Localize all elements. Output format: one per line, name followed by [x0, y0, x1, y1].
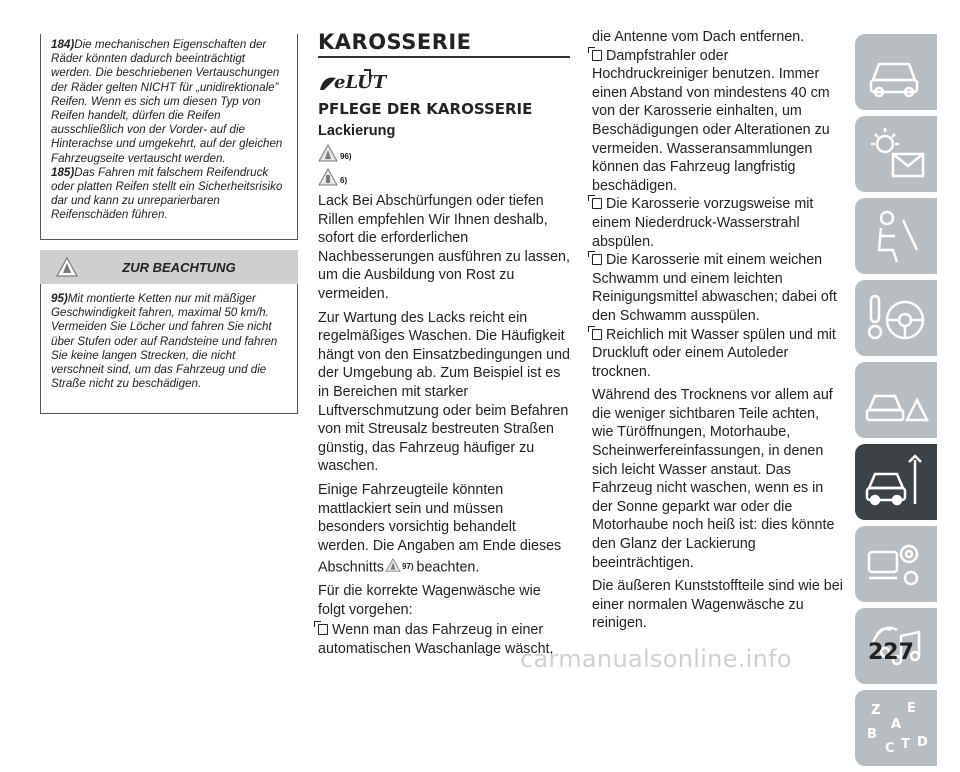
caution-ref-6 — [318, 167, 570, 187]
heading-rule — [318, 56, 570, 58]
road-warning-icon — [56, 257, 78, 277]
page-number: 227 — [868, 640, 914, 665]
tab-emergency[interactable] — [855, 362, 937, 438]
subsection-heading: Lackierung — [318, 123, 396, 139]
svg-text:D: D — [917, 735, 928, 750]
warning-ref-96 — [318, 143, 570, 163]
note-184 — [51, 38, 289, 166]
watermark: carmanualsonline.info — [520, 645, 792, 673]
bullet-icon — [592, 254, 602, 265]
bullet-text: Die Karosserie mit einem weichen Schwamm und einem leichten Reinigungsmittel abwaschen; dabei oft den Schwamm ausspülen. — [592, 252, 837, 324]
paragraph-text: beachten. — [416, 559, 480, 576]
svg-text:T: T — [901, 737, 910, 752]
paragraph: Während des Trocknens vor allem auf die weniger sichtbaren Teile achten, wie Türöffnungen, Motorhaube, Scheinwerfereinfassungen, in denen sich leicht Wasser anstaut. Das Fahrzeug nicht waschen, wenn es in der Sonne geparkt war oder die Motorhaube noch heiß ist: dies könnte den Glanz der Lackierung beeinträchtigen. — [592, 387, 835, 571]
paragraph: Lack Bei Abschürfungen oder tiefen Rillen empfehlen Wir Ihnen deshalb, sofort die erforderlichen Nachbesserungen ausführen zu lassen, um die Ausbildung von Rost zu vermeiden. — [318, 193, 570, 302]
gears-specs-icon — [863, 534, 929, 594]
svg-text:Z: Z — [871, 703, 881, 718]
paragraph-text: Einige Fahrzeugteile könnten mattlackiert sein und müssen besonders vorsichtig behandelt werden. Die Angaben am Ende dieses Abschnitts — [318, 481, 562, 576]
key-steering-wheel-icon — [863, 288, 929, 348]
tab-index[interactable] — [855, 690, 937, 766]
warning-title: ZUR BEACHTUNG — [122, 259, 236, 275]
warning-header — [40, 250, 298, 284]
paragraph — [318, 481, 570, 577]
bullet-icon — [592, 50, 602, 61]
bullet-icon — [592, 329, 602, 340]
tab-warning-lights[interactable] — [855, 116, 937, 192]
bullet-item — [592, 47, 844, 196]
bullet-text: Die Karosserie vorzugsweise mit einem Niederdruck-Wasserstrahl abspülen. — [592, 196, 814, 250]
bullet-item — [592, 326, 844, 382]
bullet-item — [592, 251, 844, 325]
paragraph: die Antenne vom Dach entfernen. — [592, 29, 805, 45]
notes-box-bottom — [40, 284, 298, 414]
warning-lights-icon — [863, 124, 929, 184]
tab-dashboard[interactable] — [855, 34, 937, 110]
note-number: 95) — [51, 292, 68, 305]
svg-text:C: C — [885, 741, 895, 756]
warning-ref-97 — [384, 555, 417, 574]
road-warning-icon — [384, 558, 402, 572]
bullet-text: Reichlich mit Wasser spülen und mit Druckluft oder einem Autoleder trocknen. — [592, 326, 836, 380]
bullet-icon — [318, 624, 328, 635]
bullet-icon — [592, 198, 602, 209]
bullet-text: Dampfstrahler oder Hochdruckreiniger benutzen. Immer einen Abstand von mindestens 40 cm von der Karosserie einhalten, um Beschädigungen oder Alterationen zu vermeiden. Wasseransammlungen können das Fahrzeug langfristig beschädigen. — [592, 47, 830, 194]
paragraph: Die äußeren Kunststoffteile sind wie bei einer normalen Wagenwäsche zu reinigen. — [592, 578, 843, 632]
tab-safety[interactable] — [855, 198, 937, 274]
tab-technical-data[interactable] — [855, 526, 937, 602]
eco-leaf-icon — [318, 66, 387, 93]
note-95 — [51, 292, 289, 391]
road-warning-icon — [318, 144, 338, 162]
ref-number: 96) — [340, 151, 352, 161]
tab-starting-driving[interactable] — [855, 280, 937, 356]
right-column — [592, 28, 844, 633]
tab-maintenance[interactable] — [855, 444, 937, 520]
ref-number: 97) — [401, 562, 414, 572]
note-text: Mit montierte Ketten nur mit mäßiger Geschwindigkeit fahren, maximal 50 km/h. Vermeiden Sie Löcher und fahren Sie nicht über Stufen oder auf Randsteine und fahren Sie keine langen Strecken, die nicht verschneit sind, um das Fahrzeug und die Straße nicht zu beschädigen. — [51, 292, 278, 391]
notes-box-top — [40, 34, 298, 240]
hand-caution-icon — [318, 168, 338, 186]
seat-airbag-icon — [863, 206, 929, 266]
note-text: Die mechanischen Eigenschaften der Räder könnten dadurch beeinträchtigt werden. Die beschriebenen Vertauschungen der Räder gelten NICHT für „unidirektionale” Reifen. Wenn es sich um diesen Typ von Reifen handelt, dürfen die Reifen ausschließlich von der Vorder- auf die Hinterachse und umgekehrt, auf der gleichen Fahrzeugseite vertauscht werden. — [51, 38, 283, 165]
svg-text:A: A — [891, 717, 902, 732]
note-number: 185) — [51, 165, 75, 179]
middle-column — [318, 30, 570, 659]
note-number: 184) — [51, 38, 75, 51]
svg-text:eLUT: eLUT — [334, 72, 387, 93]
car-maintenance-wrench-icon — [863, 452, 929, 512]
ref-number: 6) — [340, 175, 348, 185]
note-text: Das Fahren mit falschem Reifendruck oder platten Reifen stellt ein Sicherheitsrisiko dar und kann zu unreparierbaren Reifenschäden führen. — [51, 165, 283, 222]
paragraph: Für die korrekte Wagenwäsche wie folgt vorgehen: — [318, 583, 541, 618]
alphabetical-index-icon — [863, 698, 929, 758]
chapter-heading: KAROSSERIE — [318, 30, 472, 54]
car-warning-triangle-icon — [863, 370, 929, 430]
car-dashboard-icon — [863, 42, 929, 102]
bullet-text: Wenn man das Fahrzeug in einer automatischen Waschanlage wäscht, — [318, 622, 554, 657]
svg-text:B: B — [867, 727, 877, 742]
note-185 — [51, 166, 289, 223]
paragraph: Zur Wartung des Lacks reicht ein regelmäßiges Waschen. Die Häufigkeit hängt von den Einsatzbedingungen und der Umgebung ab. Zum Beispiel ist es in Bereichen mit starker Luftverschmutzung oder beim Befahren von mit Streusalz bestreuten Straßen günstig, das Fahrzeug häufiger zu waschen. — [318, 309, 570, 475]
section-heading: PFLEGE DER KAROSSERIE — [318, 100, 533, 118]
bullet-item — [592, 195, 844, 251]
svg-text:E: E — [907, 701, 916, 716]
